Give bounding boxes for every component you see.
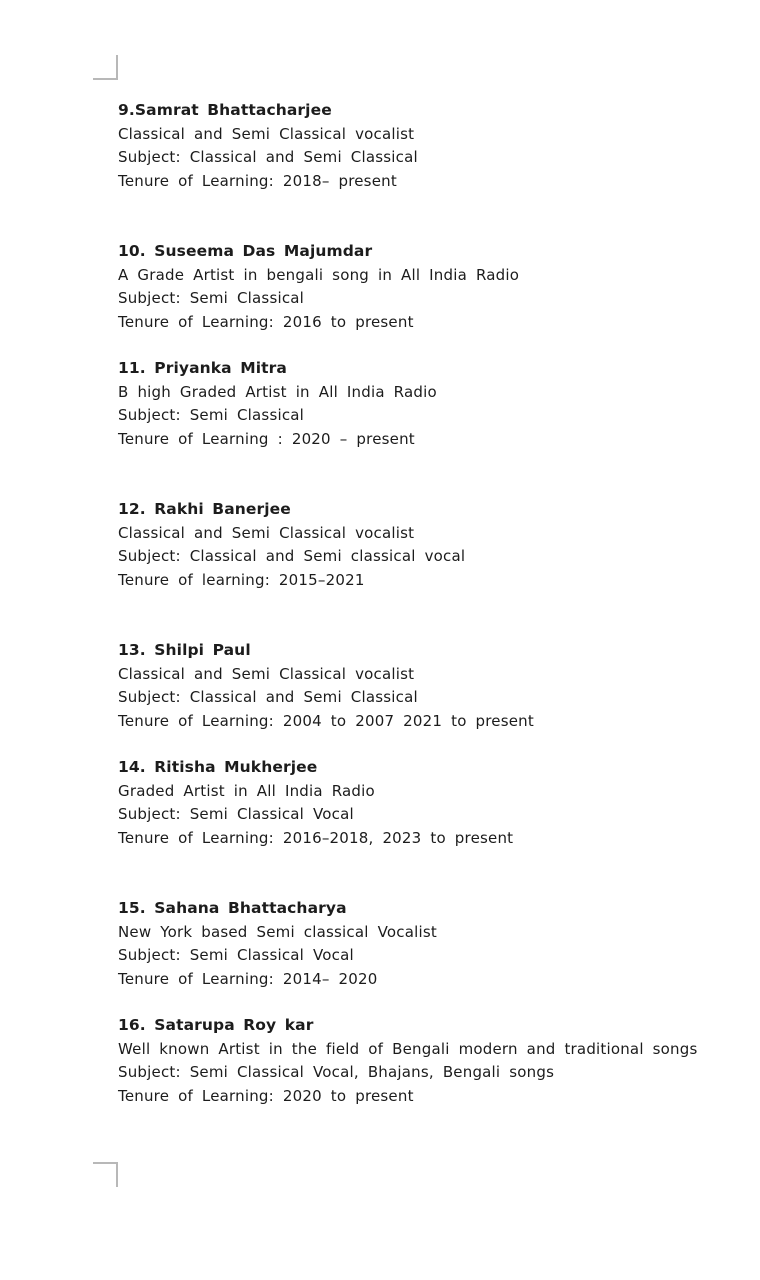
artist-tenure: Tenure of Learning: 2016–2018, 2023 to present <box>118 828 514 847</box>
artist-tenure: Tenure of Learning: 2014– 2020 <box>118 969 378 988</box>
artist-name: 9.Samrat Bhattacharjee <box>118 101 332 119</box>
artist-entry <box>118 498 748 592</box>
artist-subject: Subject: Semi Classical Vocal <box>118 805 354 823</box>
artist-description: New York based Semi classical Vocalist <box>118 922 437 941</box>
artist-entry <box>118 240 748 334</box>
text-boundary-mark-bottom-left <box>93 1162 118 1187</box>
artist-tenure: Tenure of Learning : 2020 – present <box>118 429 415 448</box>
artist-entry <box>118 639 748 733</box>
artist-subject: Subject: Semi Classical <box>118 289 305 307</box>
artist-tenure: Tenure of learning: 2015–2021 <box>118 570 365 589</box>
artist-description: Classical and Semi Classical vocalist <box>118 124 415 143</box>
artist-description: Graded Artist in All India Radio <box>118 781 375 800</box>
artist-name: 10. Suseema Das Majumdar <box>118 242 373 260</box>
artist-name: 15. Sahana Bhattacharya <box>118 899 347 917</box>
artist-entry <box>118 756 748 850</box>
artist-subject: Subject: Semi Classical Vocal <box>118 946 354 964</box>
artist-name: 14. Ritisha Mukherjee <box>118 758 318 776</box>
artist-subject: Subject: Classical and Semi classical vocal <box>118 547 466 565</box>
artist-name: 12. Rakhi Banerjee <box>118 500 291 518</box>
artist-entry <box>118 897 748 991</box>
artist-name: 16. Satarupa Roy kar <box>118 1016 314 1034</box>
artist-subject: Subject: Semi Classical Vocal, Bhajans, Bengali songs <box>118 1063 555 1081</box>
artist-description: Classical and Semi Classical vocalist <box>118 664 415 683</box>
artist-tenure: Tenure of Learning: 2020 to present <box>118 1086 414 1105</box>
artist-entry <box>118 1014 748 1108</box>
artist-description: Well known Artist in the field of Bengali modern and traditional songs <box>118 1039 698 1058</box>
artist-name: 11. Priyanka Mitra <box>118 359 287 377</box>
artist-tenure: Tenure of Learning: 2016 to present <box>118 312 414 331</box>
text-boundary-mark-top-left <box>93 55 118 80</box>
artist-subject: Subject: Semi Classical <box>118 406 305 424</box>
artist-entry <box>118 99 748 193</box>
artist-tenure: Tenure of Learning: 2004 to 2007 2021 to present <box>118 711 534 730</box>
artist-list <box>118 99 748 1108</box>
artist-entry <box>118 357 748 451</box>
artist-description: A Grade Artist in bengali song in All India Radio <box>118 265 520 284</box>
artist-tenure: Tenure of Learning: 2018– present <box>118 171 397 190</box>
artist-description: B high Graded Artist in All India Radio <box>118 382 437 401</box>
artist-name: 13. Shilpi Paul <box>118 641 251 659</box>
artist-subject: Subject: Classical and Semi Classical <box>118 148 418 166</box>
artist-description: Classical and Semi Classical vocalist <box>118 523 415 542</box>
artist-subject: Subject: Classical and Semi Classical <box>118 688 418 706</box>
